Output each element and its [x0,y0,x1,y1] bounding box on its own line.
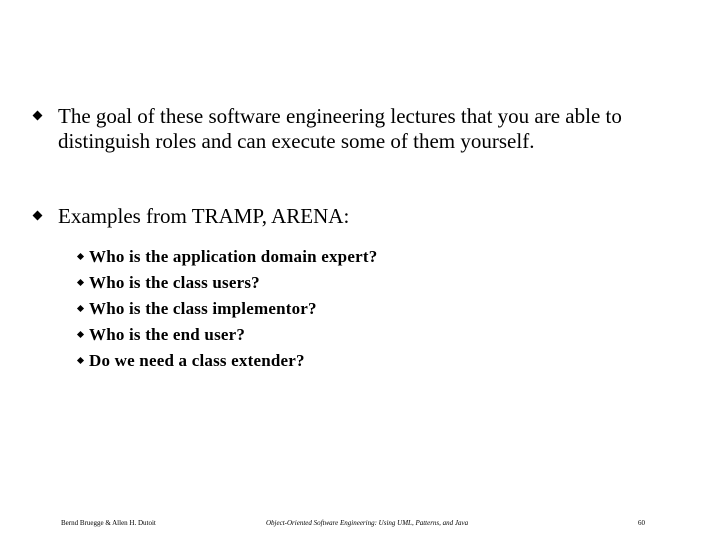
examples-sublist [78,244,377,374]
sublist-item-text: Who is the class implementor? [89,299,317,318]
small-diamond-bullet-icon [77,279,84,286]
sublist-item [78,322,377,348]
footer-book-title: Object-Oriented Software Engineering: Using UML, Patterns, and Java [266,519,469,527]
footer-authors: Bernd Bruegge & Allen H. Dutoit [61,519,156,527]
sublist-item [78,296,377,322]
sublist-item-text: Who is the end user? [89,325,246,344]
sublist-item-text: Who is the application domain expert? [89,247,378,266]
bullet-goal-text: The goal of these software engineering lectures that you are able to distinguish roles and can execute some of them yourself. [58,104,622,153]
diamond-bullet-icon [33,211,43,221]
small-diamond-bullet-icon [77,331,84,338]
sublist-item [78,244,377,270]
sublist-item [78,270,377,296]
small-diamond-bullet-icon [77,357,84,364]
sublist-item-text: Do we need a class extender? [89,351,305,370]
bullet-examples-item [34,204,674,229]
bullet-goal-item [34,104,674,154]
small-diamond-bullet-icon [77,305,84,312]
bullet-goal [34,104,674,154]
diamond-bullet-icon [33,111,43,121]
footer-page-number: 60 [638,519,645,527]
small-diamond-bullet-icon [77,253,84,260]
bullet-examples-text: Examples from TRAMP, ARENA: [58,204,350,228]
bullet-examples [34,204,674,229]
sublist-item [78,348,377,374]
sublist-item-text: Who is the class users? [89,273,260,292]
